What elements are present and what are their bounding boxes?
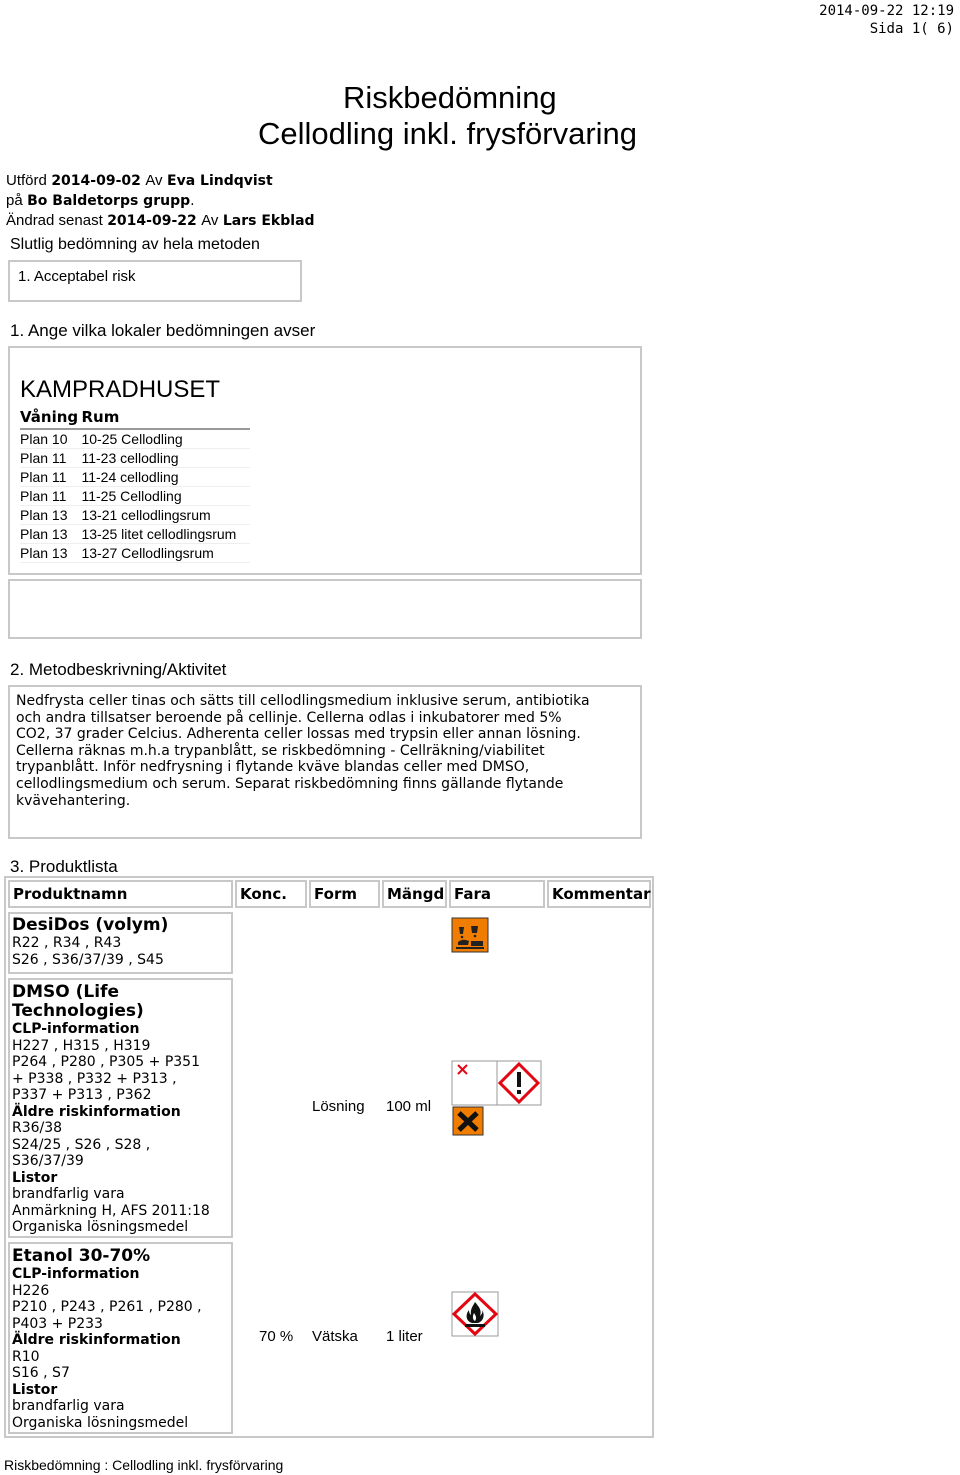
page-number: Sida 1( 6) <box>869 21 954 37</box>
description-line: trypanblått. Inför nedfrysning i flytande kväve blandas celler med DMSO, <box>16 759 530 776</box>
product-name: DMSO (Life Technologies) <box>12 982 144 1021</box>
product-info-line: H226 <box>12 1282 50 1299</box>
group-line: på Bo Baldetorps grupp. <box>6 192 195 209</box>
room-row <box>20 429 250 449</box>
rooms-col-room: Rum <box>81 408 250 429</box>
product-info-line: S36/37/39 <box>12 1153 84 1169</box>
room-floor: Plan 13 <box>20 506 81 525</box>
product-info-heading: Listor <box>12 1381 58 1398</box>
room-name: 11-23 cellodling <box>81 449 250 468</box>
etanol-mangd: 1 liter <box>386 1328 423 1345</box>
page-footer: Riskbedömning : Cellodling inkl. frysförvaring <box>4 1457 284 1473</box>
room-row <box>20 449 250 468</box>
final-assessment-box <box>8 260 302 302</box>
corrosive-icon <box>451 917 489 953</box>
product-info-line: S16 , S7 <box>12 1365 70 1381</box>
product-info-line: Organiska lösningsmedel <box>12 1219 189 1235</box>
product-info-line: S24/25 , S26 , S28 , <box>12 1136 151 1153</box>
product-info-line: R10 <box>12 1348 40 1365</box>
room-row <box>20 468 250 487</box>
method-description <box>16 693 590 809</box>
product-info-line: P337 + P313 , P362 <box>12 1087 152 1103</box>
product-row-etanol <box>8 1242 233 1434</box>
description-line: och andra tillsatser beroende på cellinje. Cellerna odlas i inkubatorer med 5% <box>16 709 562 726</box>
product-info-line: + P338 , P332 + P313 , <box>12 1070 177 1087</box>
etanol-konc: 70 % <box>259 1328 294 1345</box>
col-kommentar: Kommentar <box>547 880 651 908</box>
product-name: Etanol 30-70% <box>12 1246 151 1266</box>
page-header-meta <box>819 2 954 38</box>
product-info-line: R36/38 <box>12 1120 63 1136</box>
room-floor: Plan 11 <box>20 468 81 487</box>
product-info-line: H227 , H315 , H319 <box>12 1037 151 1054</box>
final-assessment-heading: Slutlig bedömning av hela metoden <box>10 236 260 253</box>
product-name: DesiDos (volym) <box>12 915 169 935</box>
col-produktnamn: Produktnamn <box>8 880 233 908</box>
document-title: Riskbedömning <box>343 80 557 115</box>
room-name: 11-25 Cellodling <box>81 487 250 506</box>
product-info-line: P403 + P233 <box>12 1315 103 1332</box>
room-name: 13-21 cellodlingsrum <box>81 506 250 525</box>
description-line: cellodlingsmedium och serum. Separat riskbedömning finns gällande flytande <box>16 775 564 792</box>
room-row <box>20 544 250 563</box>
method-description-box <box>8 685 642 839</box>
description-line: Nedfrysta celler tinas och sätts till cellodlingsmedium inklusive serum, antibiotika <box>16 693 590 709</box>
building-name: KAMPRADHUSET <box>20 376 221 403</box>
room-floor: Plan 11 <box>20 487 81 506</box>
rooms-table <box>20 408 250 563</box>
product-info <box>12 916 168 968</box>
dmso-form: Lösning <box>312 1098 365 1115</box>
product-info-heading: Äldre riskinformation <box>12 1332 181 1348</box>
description-line: kvävehantering. <box>16 792 131 809</box>
product-info-heading: CLP-information <box>12 1266 140 1282</box>
product-info-line: Organiska lösningsmedel <box>12 1414 189 1431</box>
changed-date: 2014-09-22 <box>107 213 197 229</box>
room-row <box>20 506 250 525</box>
product-row-desidos <box>8 912 233 974</box>
product-info-line: P210 , P243 , P261 , P280 , <box>12 1299 202 1315</box>
room-row <box>20 487 250 506</box>
group-name: Bo Baldetorps grupp <box>27 193 191 209</box>
room-name: 11-24 cellodling <box>81 468 250 487</box>
room-name: 10-25 Cellodling <box>81 429 250 449</box>
product-info-line: P264 , P280 , P305 + P351 <box>12 1054 200 1070</box>
etanol-form: Vätska <box>312 1328 358 1345</box>
irritant-ghs-icon <box>451 1060 543 1140</box>
room-floor: Plan 11 <box>20 449 81 468</box>
changed-by: Lars Ekblad <box>222 213 315 229</box>
print-datetime: 2014-09-22 12:19 <box>819 3 954 19</box>
room-floor: Plan 13 <box>20 525 81 544</box>
description-line: Cellerna räknas m.h.a trypanblått, se riskbedömning - Cellräkning/viabilitet <box>16 742 545 759</box>
product-info-heading: CLP-information <box>12 1021 140 1037</box>
document-subtitle: Cellodling inkl. frysförvaring <box>258 116 638 151</box>
col-mangd: Mängd <box>382 880 447 908</box>
final-assessment-value: 1. Acceptabel risk <box>18 268 136 285</box>
performed-by: Eva Lindqvist <box>167 173 273 189</box>
room-floor: Plan 13 <box>20 544 81 563</box>
room-name: 13-27 Cellodlingsrum <box>81 544 250 563</box>
col-form: Form <box>309 880 380 908</box>
room-row <box>20 525 250 544</box>
product-info <box>12 983 210 1236</box>
product-info <box>12 1247 202 1431</box>
empty-box <box>8 579 642 639</box>
section3-heading: 3. Produktlista <box>10 857 118 876</box>
dmso-hazard-symbols <box>451 1060 543 1140</box>
changed-line: Ändrad senast 2014-09-22 Av Lars Ekblad <box>6 212 315 229</box>
product-info-heading: Äldre riskinformation <box>12 1103 181 1120</box>
performed-line: Utförd 2014-09-02 Av Eva Lindqvist <box>6 172 273 189</box>
room-floor: Plan 10 <box>20 429 81 449</box>
section2-heading: 2. Metodbeskrivning/Aktivitet <box>10 660 227 679</box>
product-info-line: brandfarlig vara <box>12 1186 125 1202</box>
rooms-col-floor: Våning <box>20 408 81 429</box>
product-info-line: Anmärkning H, AFS 2011:18 <box>12 1202 210 1219</box>
product-info-line: brandfarlig vara <box>12 1398 125 1414</box>
description-line: CO2, 37 grader Celcius. Adherenta celler lossas med trypsin eller annan lösning. <box>16 726 581 743</box>
section1-heading: 1. Ange vilka lokaler bedömningen avser <box>10 321 316 340</box>
product-info-line: S26 , S36/37/39 , S45 <box>12 951 164 968</box>
col-fara: Fara <box>449 880 545 908</box>
dmso-mangd: 100 ml <box>386 1098 432 1115</box>
product-info-heading: Listor <box>12 1169 58 1186</box>
product-info-line: R22 , R34 , R43 <box>12 935 122 951</box>
premises-box <box>8 346 642 575</box>
flammable-ghs-icon <box>451 1291 499 1337</box>
product-row-dmso <box>8 978 233 1238</box>
col-konc: Konc. <box>235 880 307 908</box>
room-name: 13-25 litet cellodlingsrum <box>81 525 250 544</box>
performed-date: 2014-09-02 <box>51 173 141 189</box>
